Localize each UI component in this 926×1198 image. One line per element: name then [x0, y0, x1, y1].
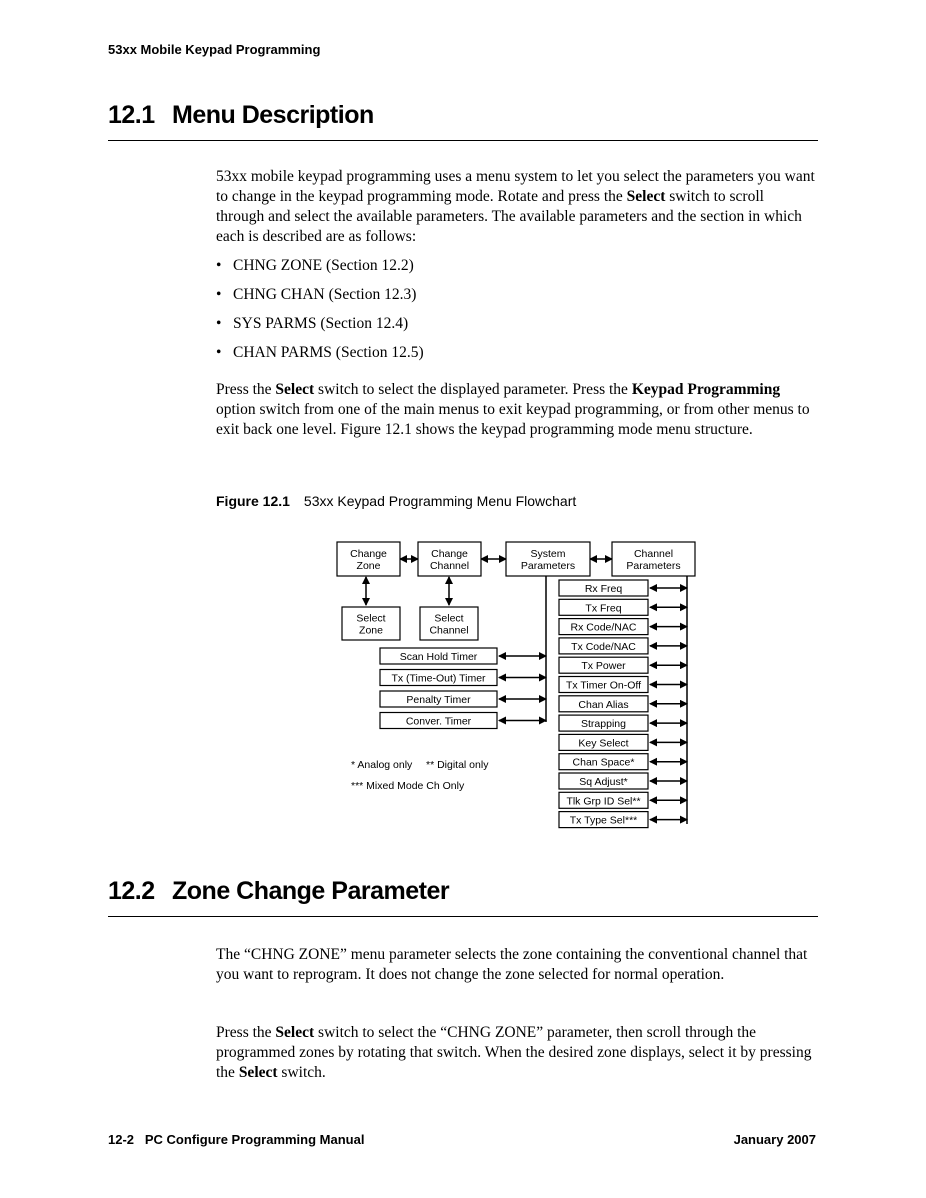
channel-param-box: [559, 599, 648, 615]
channel-param-box: [559, 677, 648, 693]
box-label: Channel: [633, 548, 674, 560]
channel-param-box: [559, 754, 648, 770]
box-label: Rx Freq: [584, 583, 623, 595]
section-heading-12-2: [108, 877, 449, 906]
box-label: Tx Freq: [585, 602, 622, 615]
box-label: Zone: [356, 560, 381, 572]
footer-date: January 2007: [733, 1132, 816, 1147]
box-label: Penalty Timer: [406, 694, 471, 706]
list-item: • SYS PARMS (Section 12.4): [216, 314, 424, 343]
section-title: Zone Change Parameter: [172, 877, 450, 905]
system-param-box: [380, 670, 497, 686]
select-zone-box: [342, 607, 400, 640]
section-number: 12.2: [108, 877, 155, 905]
channel-parameters-box: [612, 542, 695, 576]
box-label: Conver. Timer: [405, 715, 472, 728]
change-channel-box: [418, 542, 481, 576]
box-label: Parameters: [626, 560, 681, 572]
list-item: • CHNG CHAN (Section 12.3): [216, 285, 424, 314]
box-label: Change: [431, 548, 468, 560]
channel-param-box: [559, 773, 648, 789]
channel-param-box: [559, 638, 648, 654]
list-item: • CHNG ZONE (Section 12.2): [216, 256, 424, 285]
figure-title: 53xx Keypad Programming Menu Flowchart: [303, 493, 577, 509]
box-label: Channel: [429, 624, 469, 637]
box-label: Tlk Grp ID Sel**: [566, 795, 641, 808]
figure-number: Figure 12.1: [216, 493, 290, 509]
section-number: 12.1: [108, 101, 155, 129]
zone-paragraph-2: Press the Select switch to select the “CHNG ZONE” parameter, then scroll through the programmed zones by rotating that switch. When the desired zone displays, select it by pressing the Select switch.: [216, 1024, 812, 1081]
note-mixed: *** Mixed Mode Ch Only: [351, 780, 465, 792]
list-item: • CHAN PARMS (Section 12.5): [216, 343, 424, 372]
system-parameters-box: [506, 542, 590, 576]
change-zone-box: [337, 542, 400, 576]
box-label: System: [530, 548, 566, 560]
channel-param-box: [559, 734, 648, 750]
intro-paragraph: 53xx mobile keypad programming uses a menu system to let you select the parameters you want to change in the keypad programming mode. Rotate and press the Select switch to scroll through and select the available parameters. The available parameters and the section in which each is described are as follows:: [216, 168, 815, 245]
box-label: Select: [356, 612, 386, 625]
box-label: Tx Power: [581, 660, 626, 673]
box-label: Strapping: [581, 718, 626, 731]
box-label: Chan Alias: [578, 698, 629, 711]
box-label: Chan Space*: [572, 756, 635, 769]
section-title: Menu Description: [172, 101, 374, 129]
channel-param-box: [559, 696, 648, 712]
footer-page: 12-2: [108, 1132, 135, 1147]
box-label: Tx Type Sel***: [569, 814, 638, 827]
box-label: Parameters: [520, 560, 576, 572]
channel-param-box: [559, 657, 648, 673]
running-header: 53xx Mobile Keypad Programming: [108, 42, 321, 57]
box-label: Scan Hold Timer: [399, 651, 478, 663]
box-label: Zone: [359, 624, 383, 637]
channel-param-box: [559, 792, 648, 808]
box-label: Tx Timer On-Off: [565, 679, 642, 692]
box-label: Channel: [429, 560, 470, 572]
channel-param-box: [559, 715, 648, 731]
box-label: Tx (Time-Out) Timer: [391, 672, 486, 685]
box-label: Rx Code/NAC: [570, 621, 637, 634]
footer-manual: PC Configure Programming Manual: [144, 1132, 365, 1147]
select-paragraph: Press the Select switch to select the displayed parameter. Press the Keypad Programming option switch from one of the main menus to exit keypad programming, or from other menus to exit back one level. Figure 12.1 shows the keypad programming mode menu structure.: [216, 381, 810, 438]
select-channel-box: [420, 607, 478, 640]
channel-param-box: [559, 812, 648, 828]
box-label: Key Select: [578, 737, 629, 750]
note-digital: ** Digital only: [426, 759, 489, 771]
note-analog: * Analog only: [351, 759, 413, 771]
channel-param-box: [559, 619, 648, 635]
box-label: Select: [434, 612, 464, 625]
box-label: Tx Code/NAC: [571, 640, 636, 653]
footer-left: [108, 1132, 364, 1147]
system-param-box: [380, 713, 497, 729]
box-label: Sq Adjust*: [579, 776, 628, 788]
channel-param-box: [559, 580, 648, 596]
zone-paragraph-1: The “CHNG ZONE” menu parameter selects the zone containing the conventional channel that you want to reprogram. It does not change the zone selected for normal operation.: [216, 946, 808, 983]
heading-rule: [108, 916, 818, 917]
system-param-box: [380, 648, 497, 664]
system-param-box: [380, 691, 497, 707]
box-label: Change: [350, 548, 387, 560]
